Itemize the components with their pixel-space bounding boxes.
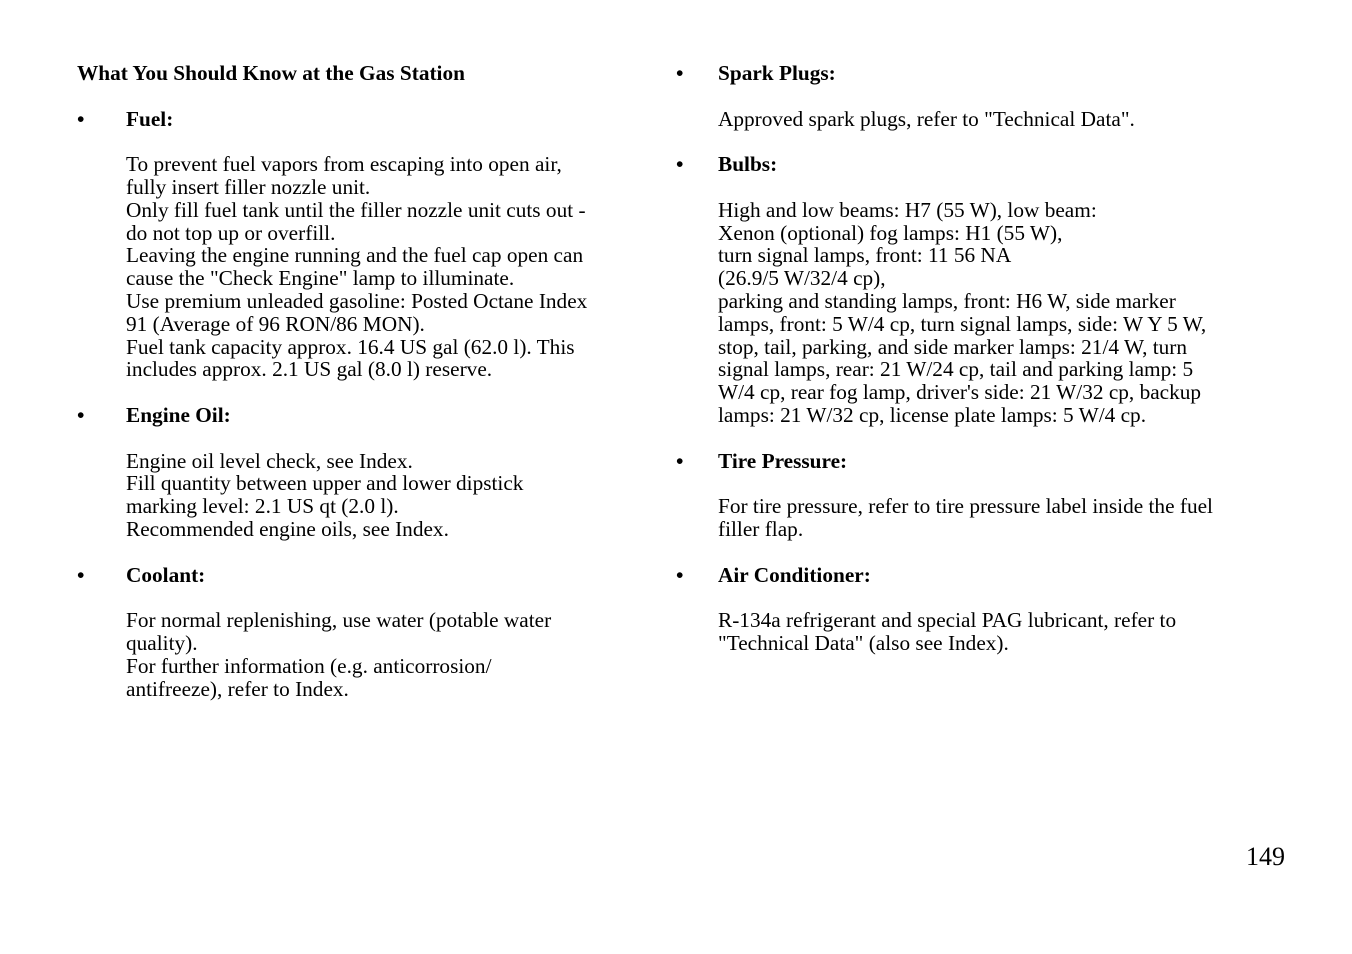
bullet-icon: • — [676, 562, 684, 587]
body-text-line: "Technical Data" (also see Index). — [718, 630, 1009, 655]
section-title-text: Air Conditioner: — [718, 562, 871, 587]
section-title — [77, 564, 637, 587]
section-title — [676, 564, 1276, 587]
body-text-line: Recommended engine oils, see Index. — [126, 516, 449, 541]
left-column — [77, 62, 637, 723]
bullet-icon: • — [676, 61, 684, 85]
body-text-line: lamps, front: 5 W/4 cp, turn signal lamps, side: W Y 5 W, — [718, 311, 1207, 336]
body-text-line: marking level: 2.1 US qt (2.0 l). — [126, 494, 399, 519]
section-title — [676, 62, 1276, 85]
body-text-line: (26.9/5 W/32/4 cp), — [718, 266, 886, 291]
section-coolant — [77, 564, 637, 701]
body-text-line: R-134a refrigerant and special PAG lubricant, refer to — [718, 608, 1177, 633]
body-text-line: For tire pressure, refer to tire pressure label inside the fuel — [718, 494, 1213, 519]
section-body — [77, 609, 637, 700]
body-text-line: Xenon (optional) fog lamps: H1 (55 W), — [718, 220, 1063, 245]
section-body — [676, 609, 1276, 655]
body-text-line: fully insert filler nozzle unit. — [126, 174, 371, 199]
section-title-text: Tire Pressure: — [718, 448, 848, 473]
bullet-icon: • — [676, 152, 684, 177]
body-text-line: lamps: 21 W/32 cp, license plate lamps: 5 W/4 cp. — [718, 402, 1147, 427]
body-text-line: quality). — [126, 630, 198, 655]
section-title-text: Fuel: — [126, 106, 174, 131]
page-number: 149 — [1246, 842, 1285, 871]
body-text-line: To prevent fuel vapors from escaping into open air, — [126, 152, 562, 177]
section-title-text: Spark Plugs: — [718, 61, 836, 85]
section-spark-plugs — [676, 62, 1276, 130]
body-text-line: turn signal lamps, front: 11 56 NA — [718, 243, 1012, 268]
body-text-line: For further information (e.g. anticorrosion/ — [126, 653, 492, 678]
body-text-line: filler flap. — [718, 516, 804, 541]
bullet-icon: • — [77, 106, 85, 131]
body-text-line: antifreeze), refer to Index. — [126, 676, 349, 701]
body-text-line: Engine oil level check, see Index. — [126, 448, 413, 473]
section-tire-pressure — [676, 450, 1276, 541]
body-text-line: parking and standing lamps, front: H6 W, side marker — [718, 288, 1176, 313]
section-body — [676, 199, 1276, 427]
body-text-line: Only fill fuel tank until the filler nozzle unit cuts out - — [126, 197, 586, 222]
section-engine-oil — [77, 404, 637, 541]
section-air-conditioner — [676, 564, 1276, 655]
body-text-line: Fuel tank capacity approx. 16.4 US gal (62.0 l). This — [126, 334, 575, 359]
body-text-line: High and low beams: H7 (55 W), low beam: — [718, 197, 1097, 222]
section-title-text: Coolant: — [126, 562, 206, 587]
right-section-list — [676, 62, 1276, 655]
section-bulbs — [676, 153, 1276, 427]
body-text-line: Approved spark plugs, refer to "Technical Data". — [718, 106, 1135, 131]
section-body — [676, 108, 1276, 131]
section-body — [676, 495, 1276, 541]
body-text-line: signal lamps, rear: 21 W/24 cp, tail and parking lamp: 5 — [718, 357, 1194, 382]
body-text-line: Use premium unleaded gasoline: Posted Octane Index — [126, 288, 588, 313]
section-title — [77, 108, 637, 131]
section-body — [77, 450, 637, 541]
section-title — [676, 450, 1276, 473]
bullet-icon: • — [676, 448, 684, 473]
left-section-list — [77, 108, 637, 701]
body-text-line: For normal replenishing, use water (potable water — [126, 608, 552, 633]
body-text-line: Fill quantity between upper and lower dipstick — [126, 471, 524, 496]
body-text-line: cause the "Check Engine" lamp to illuminate. — [126, 266, 515, 291]
section-title-text: Engine Oil: — [126, 402, 231, 427]
body-text-line: Leaving the engine running and the fuel cap open can — [126, 243, 584, 268]
bullet-icon: • — [77, 562, 85, 587]
section-body — [77, 153, 637, 381]
section-title — [77, 404, 637, 427]
body-text-line: do not top up or overfill. — [126, 220, 336, 245]
body-text-line: includes approx. 2.1 US gal (8.0 l) reserve. — [126, 357, 493, 382]
right-column — [676, 62, 1276, 678]
section-fuel — [77, 108, 637, 382]
body-text-line: stop, tail, parking, and side marker lamps: 21/4 W, turn — [718, 334, 1188, 359]
section-title-text: Bulbs: — [718, 152, 778, 177]
body-text-line: 91 (Average of 96 RON/86 MON). — [126, 311, 425, 336]
page-heading: What You Should Know at the Gas Station — [77, 61, 465, 85]
bullet-icon: • — [77, 402, 85, 427]
body-text-line: W/4 cp, rear fog lamp, driver's side: 21 W/32 cp, backup — [718, 380, 1202, 405]
section-title — [676, 153, 1276, 176]
